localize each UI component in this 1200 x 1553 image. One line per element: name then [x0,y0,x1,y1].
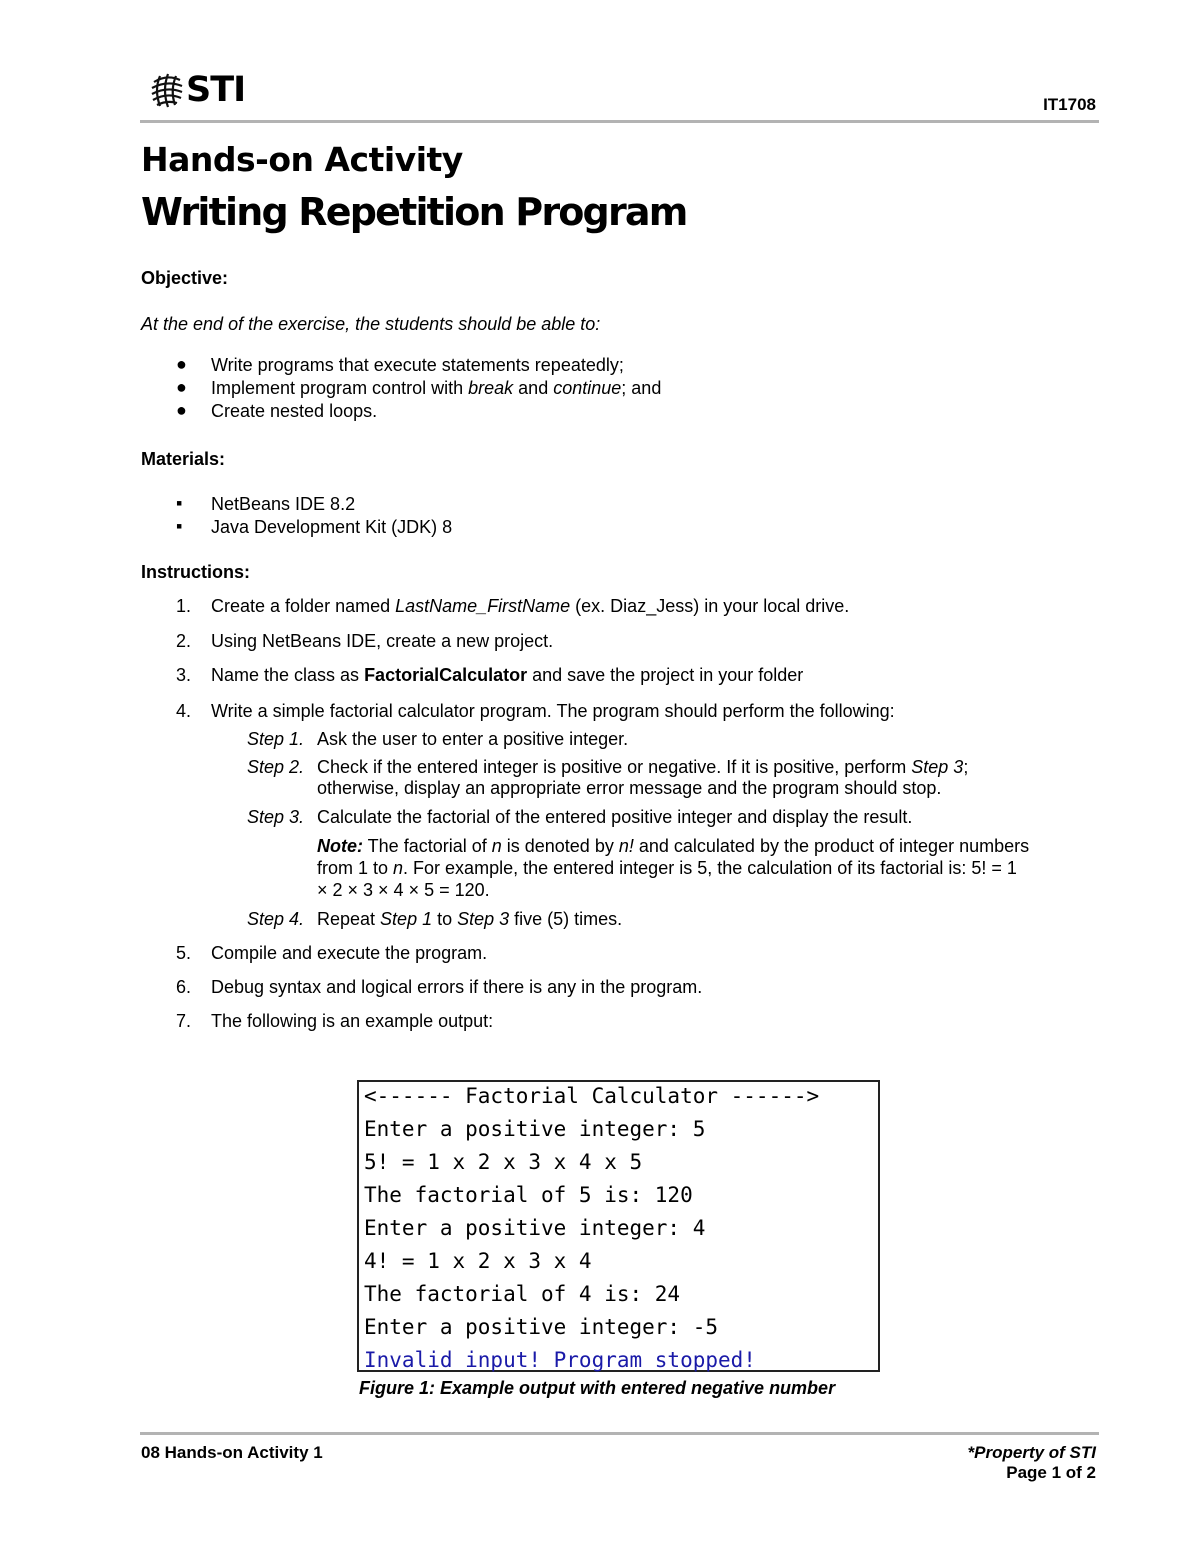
step-text: otherwise, display an appropriate error message and the program should stop. [317,778,942,798]
step-text: Ask the user to enter a positive integer. [317,729,629,749]
step-label: Step 4. [247,909,305,929]
objective-heading: Objective: [141,268,229,288]
page-subtitle: Writing Repetition Program [141,190,687,234]
example-output-console [357,1080,880,1372]
console-line: The factorial of 4 is: 24 [364,1282,681,1306]
instruction-number: 6. [176,977,192,997]
bullet-dot: ● [176,354,187,374]
footer-property: *Property of STI [967,1443,1096,1462]
page-title: Hands-on Activity [141,140,463,179]
instruction-item: Write a simple factorial calculator program. The program should perform the following: [211,701,895,721]
footer-page-number: Page 1 of 2 [1006,1463,1096,1482]
console-line: The factorial of 5 is: 120 [364,1183,693,1207]
instruction-item: Compile and execute the program. [211,943,488,963]
objective-item: Write programs that execute statements repeatedly; [211,355,624,375]
sti-logo [150,69,246,110]
footer-divider [140,1432,1099,1435]
instruction-item: The following is an example output: [211,1011,494,1031]
console-line: <------ Factorial Calculator ------> [364,1084,820,1108]
instruction-item: Create a folder named LastName_FirstName (ex. Diaz_Jess) in your local drive. [211,596,850,616]
instruction-number: 5. [176,943,192,963]
console-line: Enter a positive integer: 4 [364,1216,706,1240]
console-line: Enter a positive integer: 5 [364,1117,706,1141]
objective-item: Create nested loops. [211,401,378,421]
console-line: 5! = 1 x 2 x 3 x 4 x 5 [364,1150,643,1174]
step-label: Step 3. [247,807,305,827]
instruction-number: 4. [176,701,192,721]
globe-icon [150,72,184,108]
materials-heading: Materials: [141,449,226,469]
objective-intro: At the end of the exercise, the students should be able to: [141,314,601,334]
instruction-item: Debug syntax and logical errors if there is any in the program. [211,977,703,997]
objective-item: Implement program control with break and continue; and [211,378,662,398]
step-text: Calculate the factorial of the entered positive integer and display the result. [317,807,913,827]
note-text: Note: The factorial of n is denoted by n! and calculated by the product of integer numbers [317,836,1030,856]
note-text: from 1 to n. For example, the entered integer is 5, the calculation of its factorial is: 5! = 1 [317,858,1017,878]
step-text: Repeat Step 1 to Step 3 five (5) times. [317,909,623,929]
instruction-number: 2. [176,631,192,651]
material-item: NetBeans IDE 8.2 [211,494,356,514]
step-label: Step 1. [247,729,305,749]
instruction-item: Using NetBeans IDE, create a new project. [211,631,554,651]
console-line: 4! = 1 x 2 x 3 x 4 [364,1249,592,1273]
instruction-item: Name the class as FactorialCalculator and save the project in your folder [211,665,804,685]
instruction-number: 3. [176,665,192,685]
bullet-square: ▪ [176,493,183,513]
bullet-dot: ● [176,377,187,397]
course-code: IT1708 [1043,95,1096,114]
bullet-square: ▪ [176,516,183,536]
instructions-heading: Instructions: [141,562,251,582]
console-line: Enter a positive integer: -5 [364,1315,719,1339]
figure-caption: Figure 1: Example output with entered negative number [359,1378,836,1398]
bullet-dot: ● [176,400,187,420]
material-item: Java Development Kit (JDK) 8 [211,517,453,537]
instruction-number: 1. [176,596,192,616]
footer-left: 08 Hands-on Activity 1 [141,1443,323,1462]
step-label: Step 2. [247,757,305,777]
logo-text: STI [186,69,246,110]
header-divider [140,120,1099,123]
note-text: × 2 × 3 × 4 × 5 = 120. [317,880,490,900]
instruction-number: 7. [176,1011,192,1031]
console-line: Invalid input! Program stopped! [364,1348,756,1372]
step-text: Check if the entered integer is positive or negative. If it is positive, perform Step 3; [317,757,969,777]
